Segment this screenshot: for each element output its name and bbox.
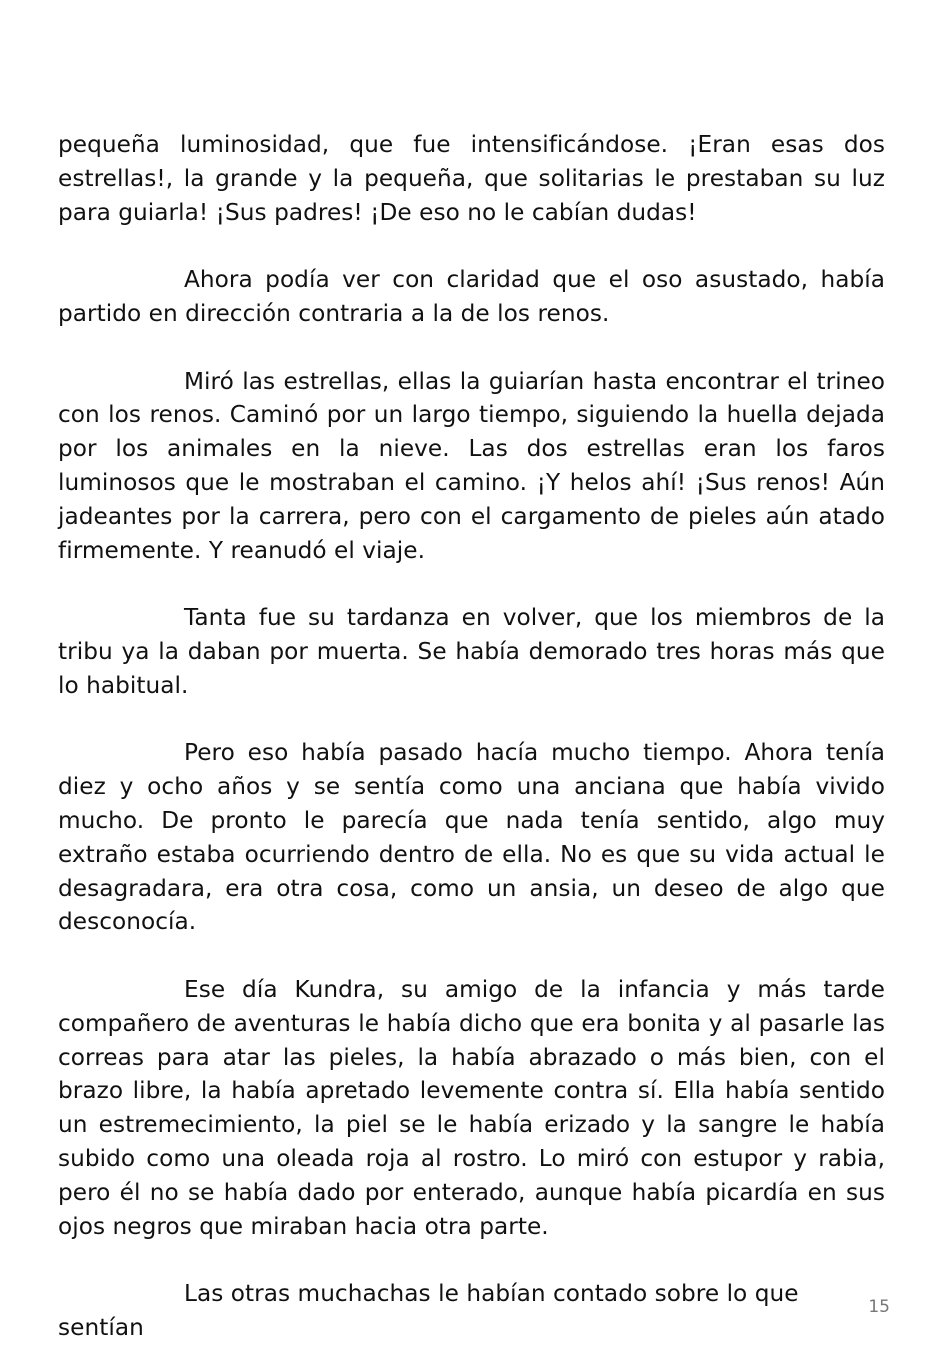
paragraph-3: Miró las estrellas, ellas la guiarían hasta encontrar el trineo con los renos. Caminó por un largo tiempo, siguiendo la huella dejada por los animales en la nieve. Las dos estrellas eran los faros luminosos que le mostraban el camino. ¡Y helos ahí! ¡Sus renos! Aún jadeantes por la carrera, pero con el cargamento de pieles aún atado firmemente. Y reanudó el viaje. — [58, 367, 885, 564]
paragraph-7: Las otras muchachas le habían contado sobre lo que sentían — [58, 1280, 799, 1341]
paragraph-4: Tanta fue su tardanza en volver, que los miembros de la tribu ya la daban por muerta. Se había demorado tres horas más que lo habitual. — [58, 604, 885, 699]
paragraph-2: Ahora podía ver con claridad que el oso asustado, había partido en dirección contraria a la de los renos. — [58, 266, 885, 327]
paragraph-5: Pero eso había pasado hacía mucho tiempo. Ahora tenía diez y ocho años y se sentía como una anciana que había vivido mucho. De pronto le parecía que nada tenía sentido, algo muy extraño estaba ocurriendo dentro de ella. No es que su vida actual le desagradara, era otra cosa, como un ansia, un deseo de algo que desconocía. — [58, 739, 885, 936]
paragraph-1: pequeña luminosidad, que fue intensificándose. ¡Eran esas dos estrellas!, la grande y la pequeña, que solitarias le prestaban su luz para guiarla! ¡Sus padres! ¡De eso no le cabían dudas! — [58, 131, 885, 226]
paragraph-6: Ese día Kundra, su amigo de la infancia y más tarde compañero de aventuras le había dicho que era bonita y al pasarle las correas para atar las pieles, la había abrazado o más bien, con el brazo libre, la había apretado levemente contra sí. Ella había sentido un estremecimiento, la piel se le había erizado y la sangre le había subido como una oleada roja al rostro. Lo miró con estupor y rabia, pero él no se había dado por enterado, aunque había picardía en sus ojos negros que miraban hacia otra parte. — [58, 975, 885, 1240]
page-number: 15 — [868, 1297, 890, 1317]
page-body — [58, 128, 885, 1345]
